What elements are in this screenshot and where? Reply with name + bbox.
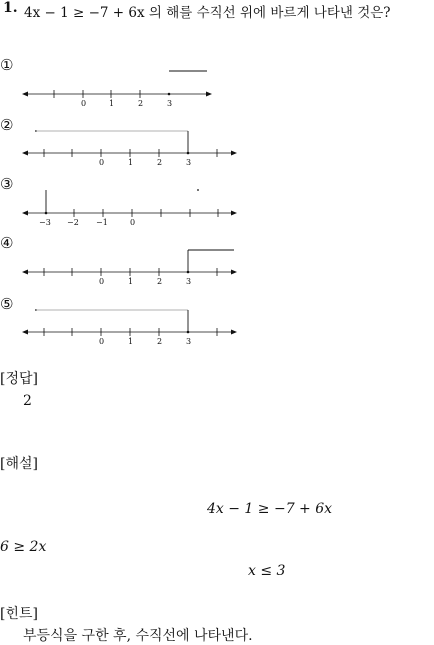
tick-label: 3 xyxy=(186,277,192,286)
solution-line-3: x ≤ 3 xyxy=(248,563,286,579)
tick-label: 0 xyxy=(99,277,105,286)
tick-label: −3 xyxy=(39,218,51,227)
tick-label: 0 xyxy=(130,218,136,227)
tick-label: 0 xyxy=(99,337,105,346)
solution-line-1: 4x − 1 ≥ −7 + 6x xyxy=(207,501,333,517)
solution-label: [해설] xyxy=(0,456,38,472)
number-line-2 xyxy=(22,127,242,167)
solution-line-2: 6 ≥ 2x xyxy=(0,539,47,555)
tick-label: 0 xyxy=(81,99,87,108)
tick-label: 1 xyxy=(109,99,115,108)
tick-label: 1 xyxy=(128,277,134,286)
hint-label: [힌트] xyxy=(0,606,38,622)
tick-label: 2 xyxy=(157,158,163,167)
number-line-5 xyxy=(22,306,242,351)
answer-label: [정답] xyxy=(0,371,38,387)
number-line-3 xyxy=(22,186,242,231)
tick-label: 2 xyxy=(157,277,163,286)
option-marker-4: ④ xyxy=(0,234,14,252)
tick-label: 3 xyxy=(186,337,192,346)
tick-label: 3 xyxy=(186,158,192,167)
option-marker-5: ⑤ xyxy=(0,295,14,313)
tick-label: 0 xyxy=(99,158,105,167)
option-marker-1: ① xyxy=(0,56,14,74)
question-number: 1. xyxy=(3,0,18,16)
tick-label: −1 xyxy=(96,218,108,227)
number-line-4 xyxy=(22,246,242,291)
tick-label: 1 xyxy=(128,158,134,167)
tick-label: 1 xyxy=(128,337,134,346)
question-text: 4x − 1 ≥ −7 + 6x 의 해를 수직선 위에 바르게 나타낸 것은? xyxy=(24,5,391,21)
answer-value: 2 xyxy=(23,393,32,409)
tick-label: −2 xyxy=(67,218,79,227)
option-marker-3: ③ xyxy=(0,175,14,193)
tick-label: 2 xyxy=(138,99,144,108)
number-line-1 xyxy=(22,64,242,108)
hint-text: 부등식을 구한 후, 수직선에 나타낸다. xyxy=(23,628,253,644)
tick-label: 3 xyxy=(167,99,173,108)
tick-label: 2 xyxy=(157,337,163,346)
option-marker-2: ② xyxy=(0,116,14,134)
